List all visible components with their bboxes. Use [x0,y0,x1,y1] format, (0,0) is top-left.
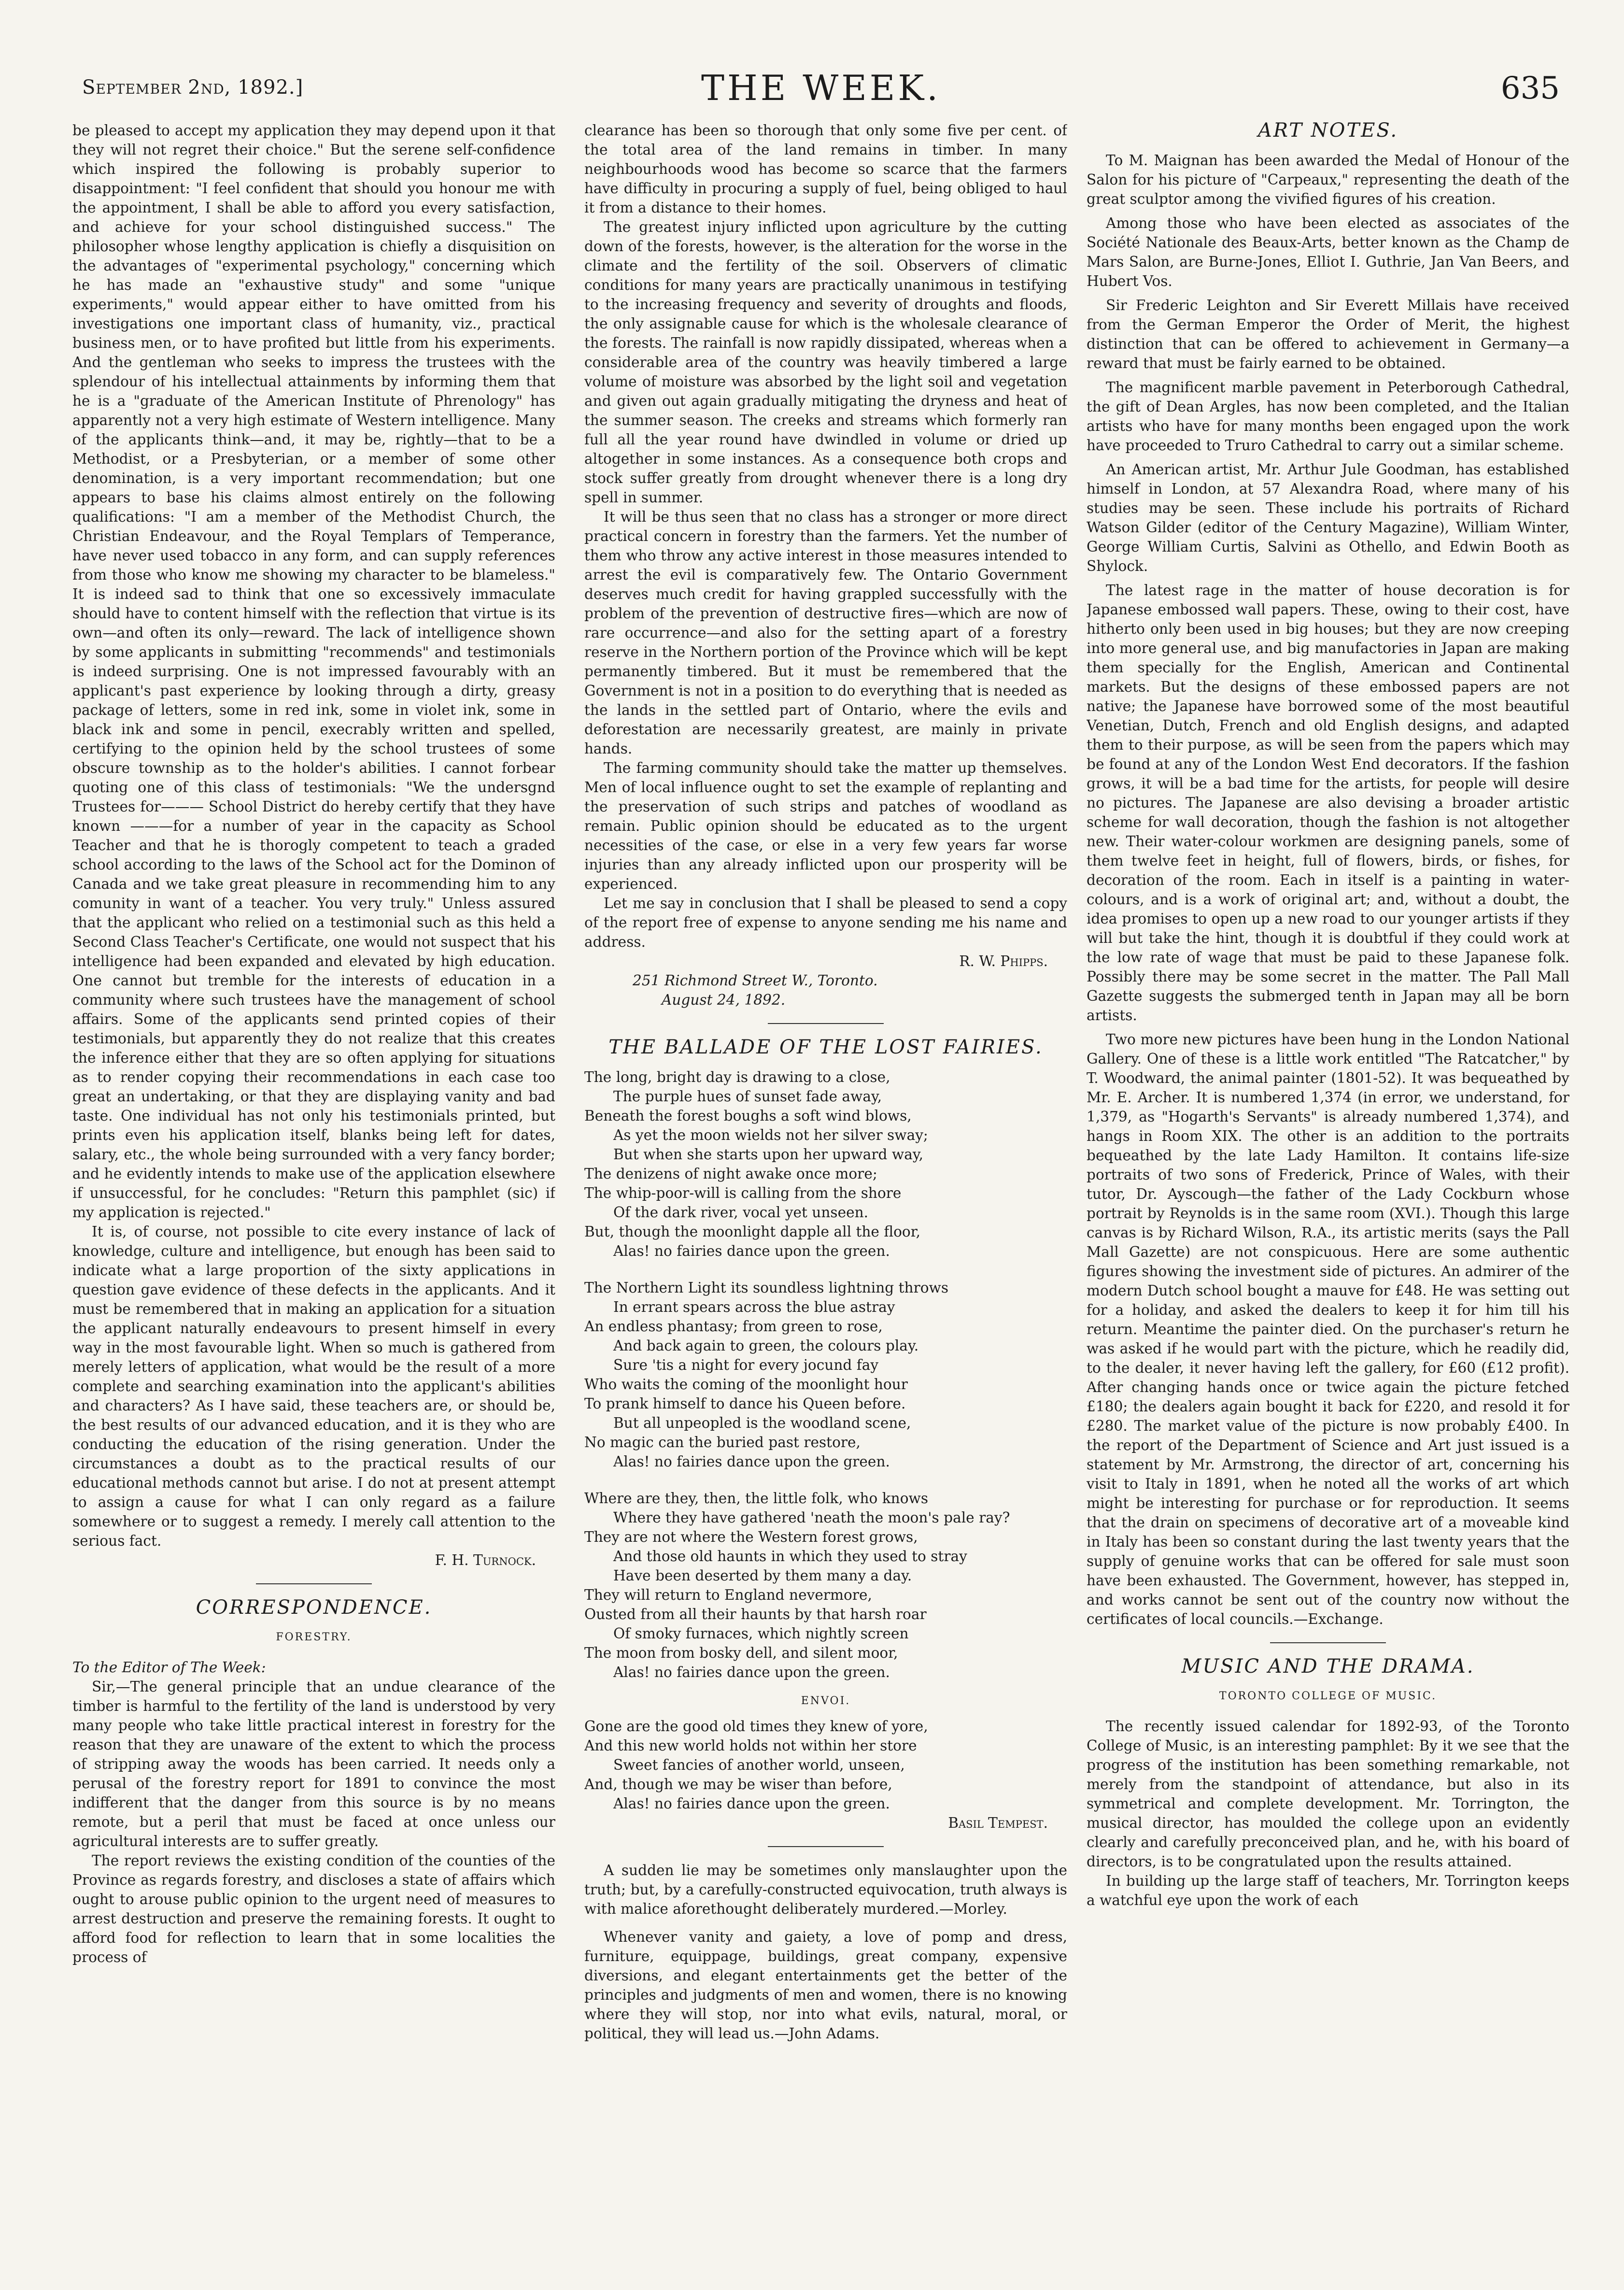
poem-line: Ousted from all their haunts by that harsh roar [584,1606,927,1622]
poem-line: And back again to green, the colours play. [613,1337,919,1354]
poem-line: The denizens of night awake once more; [584,1166,877,1182]
quotation-paragraph: Whenever vanity and gaiety, a love of pomp and dress, furniture, equippage, buildings, great company, expensive diversions, and elegant entertainments get the better of the principles and judgments of men and women, there is no knowing where they will stop, nor into what evils, natural, moral, or political, they will lead us.—John Adams. [584,1929,1067,2042]
letter-paragraph: Sir,—The general principle that an undue clearance of the timber is harmful to the fertility of the land is understood by very many people who take little practical interest in forestry for the reason that they are unaware of the extent to which the process of stripping away the woods has been carried. It needs only a perusal of the forestry report for 1891 to convince the most indifferent that the danger from this source is by no means remote, but a peril that must be faced at once unless our agricultural interests are to suffer greatly. [72,1678,555,1849]
quotation-paragraph: A sudden lie may be sometimes only manslaughter upon the truth; but, by a carefully-constructed equivocation, truth always is with malice aforethought deliberately murdered.—Morley. [584,1862,1067,1917]
art-notes-heading: ART NOTES. [1257,121,1398,142]
poem-line: And, though we may be wiser than before, [584,1776,892,1792]
poem-line: Alas! no fairies dance upon the green. [613,1453,890,1470]
letter-date: August 24, 1892. [662,992,786,1008]
art-note: The magnificent marble pavement in Peterborough Cathedral, the gift of Dean Argles, has now been completed, and the Italian artists who have for many months been engaged upon the work have proceeded to Truro Cathedral to carry out a similar scheme. [1087,379,1569,454]
column-left [72,121,555,2256]
poem-line: Of the dark river, vocal yet unseen. [613,1204,869,1221]
letter-paragraph: The report reviews the existing condition of the counties of the Province as regards forestry, and discloses a state of affairs which ought to arouse public opinion to the urgent need of measures to arrest destruction and preserve the remaining forests. It ought to afford food for reflection to learn that in some localities the process of [72,1852,555,1965]
poem-line: The long, bright day is drawing to a close, [584,1069,890,1085]
column-middle [584,121,1067,2256]
art-note: Sir Frederic Leighton and Sir Everett Millais have received from the German Emperor the Order of Merit, the highest distinction that can be offered to achievement in Germany—a reward that must be fairly earned to be obtained. [1087,297,1569,371]
poem-line: Sure 'tis a night for every jocund fay [613,1357,879,1373]
poem-line: The moon from bosky dell, and silent moor, [584,1645,898,1661]
publication-title: THE WEEK. [701,68,941,108]
envoi-heading: ENVOI. [801,1695,851,1707]
poem-line: They are not where the Western forest grows, [584,1529,918,1545]
poem-line: Alas! no fairies dance upon the green. [613,1795,890,1812]
poem-envoi [584,1717,1067,1813]
poem-line: The purple hues of sunset fade away, [613,1088,882,1105]
poem-line: In errant spears across the blue astray [613,1299,895,1315]
ballade-heading: THE BALLADE OF THE LOST FAIRIES. [608,1036,1043,1058]
music-drama-heading: MUSIC AND THE DRAMA. [1181,1655,1475,1678]
music-paragraph: The recently issued calendar for 1892-93, of the Toronto College of Music, is an interesting pamphlet: By it we see that the progress of the institution has been something remarkable, not merely from the standpoint of attendance, but also in its symmetrical and complete development. Mr. Torrington, the musical director, has moulded the college upon an evidently clearly and carefully preconceived plan, and he, with his board of directors, is to be congratulated upon the results attained. [1087,1718,1569,1870]
poem-line: But all unpeopled is the woodland scene, [613,1415,911,1431]
article-paragraph: be pleased to accept my application they may depend upon it that they will not regret their choice." But the serene self-confidence which inspired the following is probably superior to disappointment: "I feel confident that should you honour me with the appointment, I shall be able to afford you every satisfaction, and achieve for your school distinguished success." The philosopher whose lengthy application is chiefly a disquisition on the advantages of "experimental psychology," concerning which he has made an "exhaustive study" and some "unique experiments," would appear either to have omitted from his investigations one important class of humanity, viz., practical business men, or to have profited but little from his experiments. And the gentleman who seeks to impress the trustees with the splendour of his intellectual attainments by informing them that he is a "graduate of the American Institute of Phrenology" has apparently not a very high estimate of Western intelligence. Many of the applicants think—and, it may be, rightly—that to be a Methodist, or a Presbyterian, or a member of some other denomination, is a very important recommendation; but one appears to base his claims almost entirely on the following qualifications: "I am a member of the Methodist Church, the Christian Endeavour, and the Royal Templars of Temperance, have never used tobacco in any form, and can supply references from those who know me showing my character to be blameless." It is indeed sad to think that one so excessively immaculate should have to content himself with the reflection that virtue is its own—and often its only—reward. The lack of intelligence shown by some applicants in submitting "recommends" and testimonials is indeed surprising. One is not impressed favourably with an applicant's past experience by looking through a dirty, greasy package of letters, some in red ink, some in violet ink, some in black ink and some in pencil, execrably written and spelled, certifying to the opinion held by the school trustees of some obscure township as to the holder's abilities. I cannot forbear quoting one of this class of testimonials: "We the undersgnd Trustees for——— School District do hereby certify that they have known ———for a number of year in the capacity as School Teacher and that he is thorogly competent to teach a graded school according to the laws of the School act for the Dominon of Canada and we take great pleasure in recommending him to any comunity in want of a teacher. You very truly." Unless assured that the applicant who relied on a testimonial such as this held a Second Class Teacher's Certificate, one would not suspect that his intelligence had been expanded and elevated by high education. One cannot but tremble for the interests of education in a community where such trustees have the management of school affairs. Some of the applicants send printed copies of their testimonials, but apparently they do not realize that this creates the inference either that they are so often applying for situations as to render copying their recommendations in each case too great an undertaking, or that they are displaying vanity and bad taste. One individual has not only his testimonials printed, but prints even his application itself, blanks being left for dates, salary, etc., the whole being surrounded with a very fancy border; and he evidently intends to make use of the application elsewhere if unsuccessful, for he concludes: "Return this pamphlet (sic) if my application is rejected." [72,122,555,1221]
poem-line: The whip-poor-will is calling from the shore [584,1185,902,1201]
issue-date: September 2nd, 1892.] [82,76,304,99]
page-number: 635 [1500,71,1560,106]
poem-line: But, though the moonlight dapple all the floor, [584,1223,921,1240]
section-divider [768,1023,884,1024]
poem-line: As yet the moon wields not her silver sway; [613,1127,928,1143]
poem-line: Of smoky furnaces, which nightly screen [613,1625,909,1642]
poem-line: They will return to England nevermore, [584,1587,872,1603]
letter-signature: R. W. Phipps. [959,953,1048,969]
letter-paragraph: It will be thus seen that no class has a stronger or more direct practical concern in forestry than the farmers. Yet the number of them who throw any active interest in those measures intended to arrest the evil is comparatively few. The Ontario Government deserves much credit for having grappled successfully with the problem of the prevention of destructive fires—which are now of rare occurrence—and also for the setting apart of a forestry reserve in the Northern portion of the Province which will be kept permanently timbered. But it must be remembered that the Government is not in a position to do everything that is needed as the lands in the settled part of Ontario, where the evils and deforestation are necessarily greatest, are mainly in private hands. [584,509,1067,757]
poem-stanza [584,1278,1067,1471]
poem-line: And this new world holds not within her store [584,1737,917,1754]
letter-paragraph: The greatest injury inflicted upon agriculture by the cutting down of the forests, however, is the alteration for the worse in the climate and the fertility of the soil. Observers of climatic conditions for many years are practically unanimous in testifying to the increasing frequency and severity of droughts and floods, the only assignable cause for which is the wholesale clearance of the forests. The rainfall is now rapidly dissipated, whereas when a considerable area of the country was heavily timbered a large volume of moisture was absorbed by the light soil and vegetation and given out again gradually mitigating the dryness and heat of the summer season. The creeks and streams which formerly ran full all the year round have dwindled in volume or dried up altogether in some instances. As a consequence both crops and stock suffer greatly from drought whenever there is a long dry spell in summer. [584,219,1067,506]
art-note: The latest rage in the matter of house decoration is for Japanese embossed wall papers. These, owing to their cost, have hitherto only been used in big houses; but they are now creeping into more general use, and big manufactories in Japan are making them specially for the English, American and Continental markets. But the designs of these embossed papers are not native; the Japanese have borrowed some of the most beautiful Venetian, Dutch, French and old English designs, and adapted them to their purpose, as will be seen from the papers which may be found at any of the London West End decorators. If the fashion grows, it will be a bad time for the artists, for people will desire no pictures. The Japanese are also devising a broader artistic scheme for wall decoration, though the fashion is not altogether new. Their water-colour workmen are designing panels, some of them twelve feet in height, full of flowers, birds, or fishes, for decoration of the room. Each in itself is a painting in water-colours, and is a work of original art; and, without a doubt, the idea promises to open up a new road to our younger artists if they will but take the hint, though it is doubtful if they could work at the low rate of wage that must be paid to these Japanese folk. Possibly there may be some secret in the matter. The Pall Mall Gazette suggests the submerged tenth in Japan may all be born artists. [1087,582,1569,1024]
letter-salutation: To the Editor of The Week: [72,1659,266,1676]
poem-line: Have been deserted by them many a day. [613,1567,912,1584]
column-right [1087,121,1569,2256]
poem-stanza [584,1067,1067,1261]
art-note: Among those who have been elected as associates of the Société Nationale des Beaux-Arts, better known as the Champ de Mars Salon, are Burne-Jones, Elliot I. Guthrie, Jan Van Beers, and Hubert Vos. [1087,215,1569,289]
poem-line: Alas! no fairies dance upon the green. [613,1664,890,1680]
poem-line: Sweet fancies of another world, unseen, [613,1757,905,1773]
poem-line: Who waits the coming of the moonlight hour [584,1376,908,1393]
letter-address: 251 Richmond Street W., Toronto. [633,972,878,989]
article-paragraph: It is, of course, not possible to cite every instance of lack of knowledge, culture and intelligence, but enough has been said to indicate what a large proportion of the sixty applications in question gave evidence of these defects in the applicants. And it must be remembered that in making an application for a situation the applicant naturally endeavours to present himself in every way in the most favourable light. When so much is gathered from merely letters of application, what would be the result of a more complete and searching examination into the applicant's abilities and characters? As I have said, these teachers are, or should be, the best results of our advanced education, and it is they who are conducting the education of the rising generation. Under the circumstances a doubt as to the practical results of our educational methods cannot but arise. I do not at present attempt to assign a cause for what I can only regard as a failure somewhere or to suggest a remedy. I merely call attention to the serious fact. [72,1223,555,1549]
section-divider [256,1583,372,1584]
art-note: To M. Maignan has been awarded the Medal of Honour of the Salon for his picture of "Carpeaux," representing the death of the great sculptor among the vivified figures of his creation. [1087,152,1569,207]
article-signature: F. H. Turnock. [435,1552,536,1568]
section-divider [1270,1642,1386,1643]
poem-line: Where are they, then, the little folk, who knows [584,1490,929,1507]
poem-signature: Basil Tempest. [948,1815,1048,1831]
poem-line: To prank himself to dance his Queen before. [584,1395,906,1412]
masthead [82,58,1560,111]
art-note: Two more new pictures have been hung in the London National Gallery. One of these is a little work entitled "The Ratcatcher," by T. Woodward, the animal painter (1801-52). It was bequeathed by Mr. E. Archer. It is numbered 1,374 (in error, we understand, for 1,379, as "Hogarth's Servants" is already numbered 1,374), and hangs in Room XIX. The other is an addition to the portraits bequeathed by the late Lady Hamilton. It contains life-size portraits of two sons of Frederick, Prince of Wales, with their tutor, Dr. Ayscough—the father of the Lady Cockburn whose portrait by Reynolds is in the same room (XVI.). Though this large canvas is by Richard Wilson, R.A., its artistic merits (says the Pall Mall Gazette) are not conspicuous. Here are some authentic figures showing the investment side of pictures. An admirer of the modern Dutch school bought a mauve for £48. He was setting out for a holiday, and asked the dealers to keep it for him till his return. Meantime the painter died. On the purchaser's return he was asked if he would part with the picture, which he readily did, to the dealer, it never having left the gallery, for £60 (£12 profit). After changing hands once or twice again the picture fetched £180; the dealers again bought it back for £220, and resold it for £280. The market value of the picture is now probably £400. In the report of the Department of Science and Art just issued is a statement by Mr. Armstrong, the director of art, concerning his visit to Italy in 1891, when he noted all the works of art which might be interesting for purchase or for reproduction. It seems that the drain on specimens of decorative art of a moveable kind in Italy has been so constant during the last twenty years that the supply of genuine works that can be offered for sale must soon have been exhausted. The Government, however, has stepped in, and works cannot be sent out of the country now without the certificates of local councils.—Exchange. [1087,1031,1569,1627]
poem-line: But when she starts upon her upward way, [613,1146,924,1163]
poem-line: Where they have gathered 'neath the moon's pale ray? [613,1509,1010,1526]
music-paragraph: In building up the large staff of teachers, Mr. Torrington keeps a watchful eye upon the work of each [1087,1873,1569,1908]
poem-line: Beneath the forest boughs a soft wind blows, [584,1108,912,1124]
music-subheading: TORONTO COLLEGE OF MUSIC. [1219,1690,1437,1702]
art-note: An American artist, Mr. Arthur Jule Goodman, has established himself in London, at 57 Alexandra Road, where many of his studies may be seen. These include his portraits of Richard Watson Gilder (editor of the Century Magazine), William Winter, George William Curtis, Salvini as Othello, and Edwin Booth as Shylock. [1087,461,1569,574]
section-divider [768,1846,884,1847]
poem-line: And those old haunts in which they used to stray [613,1548,967,1565]
poem-stanza [584,1489,1067,1682]
poem-line: An endless phantasy; from green to rose, [584,1318,883,1335]
letter-paragraph: Let me say in conclusion that I shall be pleased to send a copy of the report free of expense to anyone sending me his name and address. [584,895,1067,950]
poem-line: Alas! no fairies dance upon the green. [613,1243,890,1259]
correspondence-subheading: FORESTRY. [276,1631,352,1643]
poem-line: No magic can the buried past restore, [584,1434,861,1451]
correspondence-heading: CORRESPONDENCE. [196,1596,432,1619]
letter-paragraph: The farming community should take the matter up themselves. Men of local influence ought to set the example of replanting and the preservation of such strips and patches of woodland as remain. Public opinion should be educated as to the urgent necessities of the case, or else in a very few years far worse injuries than any already inflicted upon our prosperity will be experienced. [584,760,1067,892]
poem-line: The Northern Light its soundless lightning throws [584,1280,949,1296]
poem-line: Gone are the good old times they knew of yore, [584,1718,928,1735]
letter-paragraph: clearance has been so thorough that only some five per cent. of the total area of the land remains in timber. In many neighbourhoods wood has become so scarce that the farmers have difficulty in procuring a supply of fuel, being obliged to haul it from a distance to their homes. [584,122,1067,216]
